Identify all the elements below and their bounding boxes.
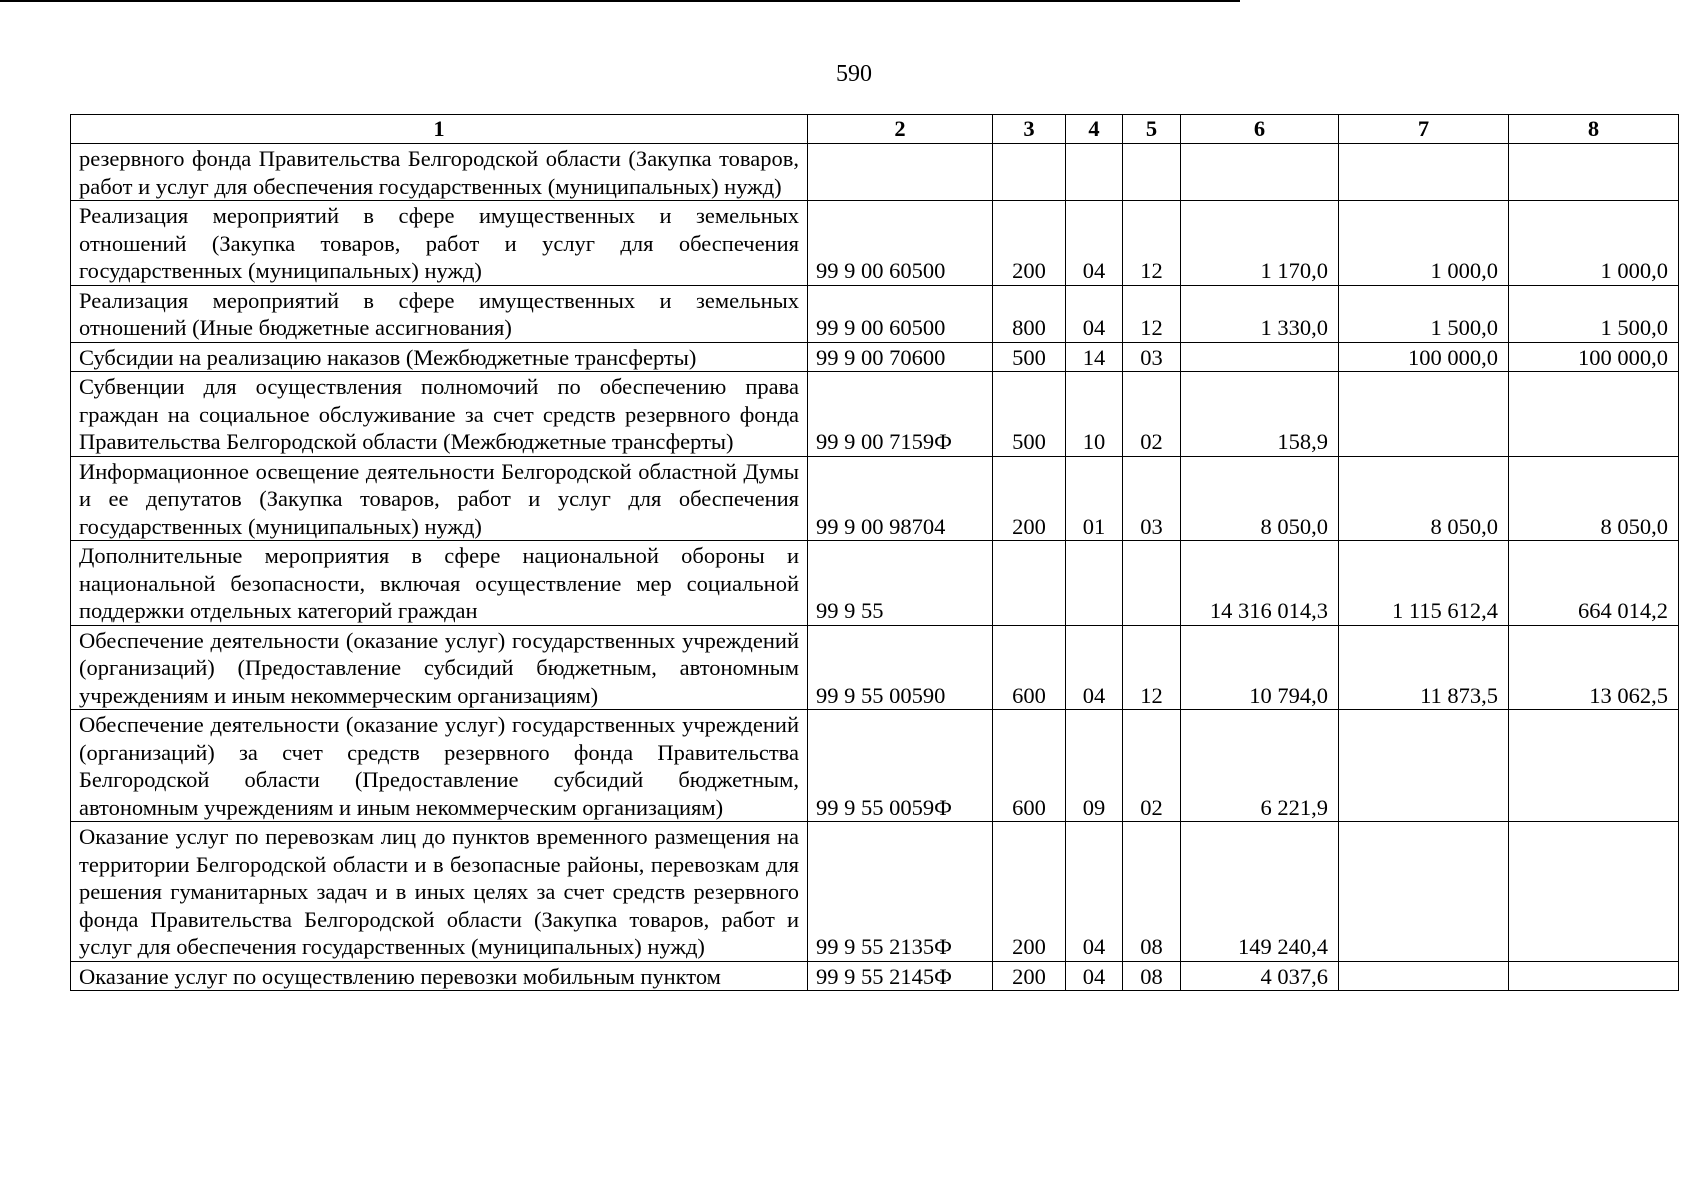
- row-vr: 500: [993, 342, 1066, 372]
- table-row: [71, 961, 1679, 991]
- row-description: Обеспечение деятельности (оказание услуг) государственных учреждений (организаций) (Предоставление субсидий бюджетным, автономным учреждениям и иным некоммерческим организациям): [71, 625, 808, 710]
- row-value-6: 4 037,6: [1181, 961, 1339, 991]
- row-description: Субвенции для осуществления полномочий по обеспечению права граждан на социальное обслуживание за счет средств резервного фонда Правительства Белгородской области (Межбюджетные трансферты): [71, 372, 808, 457]
- row-value-8: 100 000,0: [1509, 342, 1679, 372]
- row-description: Информационное освещение деятельности Белгородской областной Думы и ее депутатов (Закупка товаров, работ и услуг для обеспечения государственных (муниципальных) нужд): [71, 456, 808, 541]
- row-description: Обеспечение деятельности (оказание услуг) государственных учреждений (организаций) за счет средств резервного фонда Правительства Белгородской области (Предоставление субсидий бюджетным, автономным учреждениям и иным некоммерческим организациям): [71, 710, 808, 822]
- row-description: Субсидии на реализацию наказов (Межбюджетные трансферты): [71, 342, 808, 372]
- row-code: 99 9 00 60500: [808, 285, 993, 342]
- row-value-7: 11 873,5: [1339, 625, 1509, 710]
- row-pr: 12: [1123, 201, 1181, 286]
- row-description: Реализация мероприятий в сфере имущественных и земельных отношений (Иные бюджетные ассигнования): [71, 285, 808, 342]
- row-pr: 02: [1123, 372, 1181, 457]
- row-description: Оказание услуг по осуществлению перевозки мобильным пунктом: [71, 961, 808, 991]
- row-value-7: 100 000,0: [1339, 342, 1509, 372]
- row-pr: 08: [1123, 822, 1181, 962]
- row-vr: 800: [993, 285, 1066, 342]
- row-value-8: 13 062,5: [1509, 625, 1679, 710]
- row-value-6: [1181, 144, 1339, 201]
- page-number: 590: [836, 61, 872, 87]
- table-row: [71, 144, 1679, 201]
- row-code: 99 9 55 0059Ф: [808, 710, 993, 822]
- row-pr: 12: [1123, 625, 1181, 710]
- row-value-8: [1509, 961, 1679, 991]
- table-row: [71, 201, 1679, 286]
- header-col-8: 8: [1509, 115, 1679, 144]
- table-row: [71, 372, 1679, 457]
- row-rz: [1066, 541, 1123, 626]
- header-row: [71, 115, 1679, 144]
- row-pr: [1123, 541, 1181, 626]
- row-rz: 10: [1066, 372, 1123, 457]
- table-row: [71, 625, 1679, 710]
- table-row: [71, 285, 1679, 342]
- header-col-1: 1: [71, 115, 808, 144]
- row-pr: 03: [1123, 456, 1181, 541]
- row-value-7: [1339, 961, 1509, 991]
- row-rz: 09: [1066, 710, 1123, 822]
- row-value-7: 1 115 612,4: [1339, 541, 1509, 626]
- row-rz: 04: [1066, 822, 1123, 962]
- row-rz: [1066, 144, 1123, 201]
- row-rz: 04: [1066, 285, 1123, 342]
- header-col-5: 5: [1123, 115, 1181, 144]
- row-code: 99 9 00 98704: [808, 456, 993, 541]
- row-vr: [993, 541, 1066, 626]
- row-description: Дополнительные мероприятия в сфере национальной обороны и национальной безопасности, включая осуществление мер социальной поддержки отдельных категорий граждан: [71, 541, 808, 626]
- row-value-7: [1339, 710, 1509, 822]
- row-value-7: [1339, 144, 1509, 201]
- row-vr: 600: [993, 710, 1066, 822]
- table-row: [71, 456, 1679, 541]
- row-value-7: 1 500,0: [1339, 285, 1509, 342]
- header-col-6: 6: [1181, 115, 1339, 144]
- row-vr: 600: [993, 625, 1066, 710]
- row-value-8: 1 500,0: [1509, 285, 1679, 342]
- row-code: 99 9 00 7159Ф: [808, 372, 993, 457]
- row-vr: 200: [993, 456, 1066, 541]
- row-vr: [993, 144, 1066, 201]
- row-pr: 02: [1123, 710, 1181, 822]
- row-code: [808, 144, 993, 201]
- row-code: 99 9 55 00590: [808, 625, 993, 710]
- header-col-3: 3: [993, 115, 1066, 144]
- row-code: 99 9 00 60500: [808, 201, 993, 286]
- row-value-8: 1 000,0: [1509, 201, 1679, 286]
- row-vr: 200: [993, 822, 1066, 962]
- row-value-6: 1 330,0: [1181, 285, 1339, 342]
- row-value-8: [1509, 822, 1679, 962]
- row-value-6: 158,9: [1181, 372, 1339, 457]
- row-value-6: 14 316 014,3: [1181, 541, 1339, 626]
- table-row: [71, 342, 1679, 372]
- row-code: 99 9 55 2145Ф: [808, 961, 993, 991]
- row-code: 99 9 55: [808, 541, 993, 626]
- row-value-6: 149 240,4: [1181, 822, 1339, 962]
- row-value-7: 1 000,0: [1339, 201, 1509, 286]
- row-code: 99 9 00 70600: [808, 342, 993, 372]
- row-pr: 12: [1123, 285, 1181, 342]
- row-vr: 200: [993, 201, 1066, 286]
- row-rz: 01: [1066, 456, 1123, 541]
- row-pr: [1123, 144, 1181, 201]
- row-value-6: 10 794,0: [1181, 625, 1339, 710]
- header-col-7: 7: [1339, 115, 1509, 144]
- row-value-7: 8 050,0: [1339, 456, 1509, 541]
- row-code: 99 9 55 2135Ф: [808, 822, 993, 962]
- row-description: резервного фонда Правительства Белгородской области (Закупка товаров, работ и услуг для обеспечения государственных (муниципальных) нужд): [71, 144, 808, 201]
- row-value-6: 8 050,0: [1181, 456, 1339, 541]
- row-rz: 14: [1066, 342, 1123, 372]
- row-vr: 500: [993, 372, 1066, 457]
- row-vr: 200: [993, 961, 1066, 991]
- row-value-7: [1339, 372, 1509, 457]
- row-value-8: [1509, 710, 1679, 822]
- table-row: [71, 710, 1679, 822]
- row-value-7: [1339, 822, 1509, 962]
- row-value-8: [1509, 144, 1679, 201]
- row-pr: 03: [1123, 342, 1181, 372]
- row-pr: 08: [1123, 961, 1181, 991]
- row-rz: 04: [1066, 625, 1123, 710]
- row-description: Реализация мероприятий в сфере имущественных и земельных отношений (Закупка товаров, работ и услуг для обеспечения государственных (муниципальных) нужд): [71, 201, 808, 286]
- row-rz: 04: [1066, 201, 1123, 286]
- row-value-8: 664 014,2: [1509, 541, 1679, 626]
- header-col-2: 2: [808, 115, 993, 144]
- row-value-8: 8 050,0: [1509, 456, 1679, 541]
- table-row: [71, 541, 1679, 626]
- table-row: [71, 822, 1679, 962]
- row-value-6: [1181, 342, 1339, 372]
- header-col-4: 4: [1066, 115, 1123, 144]
- row-value-6: 1 170,0: [1181, 201, 1339, 286]
- row-value-6: 6 221,9: [1181, 710, 1339, 822]
- row-value-8: [1509, 372, 1679, 457]
- row-rz: 04: [1066, 961, 1123, 991]
- row-description: Оказание услуг по перевозкам лиц до пунктов временного размещения на территории Белгородской области и в безопасные районы, перевозкам для решения гуманитарных задач и в иных целях за счет средств резервного фонда Правительства Белгородской области (Закупка товаров, работ и услуг для обеспечения государственных (муниципальных) нужд): [71, 822, 808, 962]
- budget-table: [70, 114, 1679, 991]
- top-rule: [0, 0, 1240, 2]
